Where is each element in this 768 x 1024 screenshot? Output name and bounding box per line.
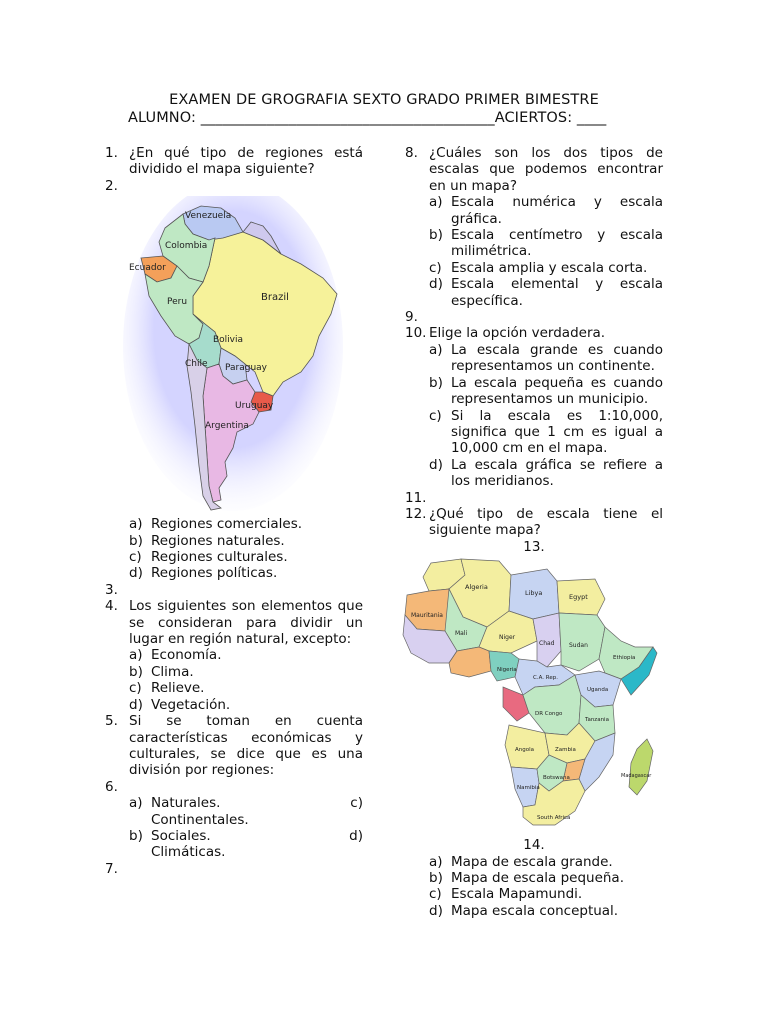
option-text: Clima. (151, 663, 194, 680)
map-label: Tanzania (585, 717, 609, 724)
map-label: South Africa (537, 815, 571, 822)
option-c (129, 549, 363, 565)
question-6 (105, 779, 363, 795)
option-a (129, 516, 363, 532)
question-number: 10. (405, 325, 427, 342)
question-text: Si se toman en cuenta características económicas y culturales, se dice que es una división por regiones: (129, 713, 363, 779)
option-text: La escala gráfica se refiere a los meridianos. (451, 456, 663, 490)
question-7 (105, 861, 363, 877)
question-13-number: 13. (523, 538, 545, 555)
option-text: Escala amplia y escala corta. (451, 259, 648, 276)
option-text: La escala pequeña es cuando representamos un municipio. (451, 374, 663, 408)
option-letter: b) (429, 869, 443, 886)
question-10 (405, 325, 663, 341)
option-text: Regiones comerciales. (151, 516, 303, 533)
map-label: Libya (525, 589, 543, 598)
option-letter: c) (129, 549, 142, 566)
option-c (429, 260, 663, 276)
question-number: 4. (105, 598, 118, 615)
question-text: Elige la opción verdadera. (429, 325, 606, 342)
south-america-map (123, 196, 353, 516)
option-text: Mapa de escala grande. (451, 853, 613, 870)
option-letter: c) (129, 680, 142, 697)
map-label: Chile (185, 359, 208, 370)
option-text: Regiones políticas. (151, 565, 278, 582)
africa-map (399, 555, 661, 837)
map-label: DR Congo (535, 711, 563, 718)
question-text: Los siguientes son elementos que se consideran para dividir un lugar en región natural, excepto: (129, 598, 363, 648)
option-letter: b) (129, 663, 143, 680)
option-text: Escala numérica y escala gráfica. (451, 194, 663, 227)
option-d (429, 457, 663, 490)
map-label: C.A. Rep. (533, 675, 558, 682)
question-12 (405, 506, 663, 539)
option-text: Regiones naturales. (151, 532, 285, 549)
question-number: 1. (105, 145, 118, 161)
option-a (429, 342, 663, 375)
option-text: Escala Mapamundi. (451, 886, 583, 903)
question-3 (105, 582, 363, 598)
map-label: Argentina (205, 421, 249, 432)
option-row-1 (129, 795, 363, 828)
option-letter: d) (429, 276, 443, 293)
option-text: Escala elemental y escala específica. (451, 276, 663, 309)
question-11 (405, 490, 663, 506)
option-text: Mapa escala conceptual. (451, 902, 619, 919)
option-letter: c) (429, 886, 442, 903)
option-c (429, 408, 663, 457)
question-number: 12. (405, 505, 427, 522)
question-number: 11. (405, 489, 427, 506)
option-text: Sociales. d) Climáticas. (151, 827, 363, 861)
option-b (429, 227, 663, 260)
option-letter: b) (129, 532, 143, 549)
option-a (429, 194, 663, 227)
option-c (129, 680, 363, 696)
option-d (429, 276, 663, 309)
map-label: Botswana (543, 775, 570, 782)
map-label: Uganda (587, 687, 609, 694)
question-8 (405, 145, 663, 194)
map-label: Venezuela (185, 211, 232, 222)
map-label: Niger (499, 634, 516, 642)
exam-title: EXAMEN DE GROGRAFIA SEXTO GRADO PRIMER BIMESTRE (169, 92, 599, 108)
option-letter: b) (429, 374, 443, 391)
option-a (429, 854, 663, 870)
option-letter: d) (129, 696, 143, 713)
left-column (105, 145, 363, 877)
option-letter: d) (429, 456, 443, 473)
question-number: 7. (105, 860, 118, 877)
question-1 (105, 145, 363, 178)
map-label: Egypt (569, 593, 588, 602)
option-text: Economía. (151, 647, 222, 664)
map-label: Angola (515, 747, 535, 754)
map-label: Uruguay (235, 401, 274, 412)
option-b (129, 664, 363, 680)
right-column (405, 145, 663, 919)
option-text: Escala centímetro y escala milimétrica. (451, 227, 663, 260)
map-label: Bolivia (213, 335, 244, 346)
map-label: Madagascar (621, 773, 652, 780)
map-label: Namibia (517, 785, 540, 792)
option-text: Regiones culturales. (151, 549, 288, 566)
question-number: 3. (105, 581, 118, 598)
map-label: Zambia (555, 747, 576, 754)
map-label: Peru (167, 297, 188, 308)
option-d (429, 903, 663, 919)
map-label: Chad (539, 640, 555, 648)
question-text: ¿Qué tipo de escala tiene el siguiente mapa? (429, 505, 663, 539)
option-b (129, 533, 363, 549)
option-letter: a) (429, 341, 443, 358)
option-text: Mapa de escala pequeña. (451, 869, 624, 886)
option-letter: c) (429, 407, 442, 424)
option-letter: a) (129, 647, 143, 664)
option-b (429, 870, 663, 886)
question-number: 5. (105, 713, 118, 730)
option-text: Naturales. c) Continentales. (151, 795, 363, 828)
option-letter: d) (429, 902, 443, 919)
option-letter: a) (429, 853, 443, 870)
option-letter: c) (429, 259, 442, 276)
option-b (429, 375, 663, 408)
map-label: Mali (455, 630, 468, 638)
option-d (129, 565, 363, 581)
map-label: Colombia (165, 241, 208, 252)
option-row-2 (129, 828, 363, 861)
map-label: Algeria (465, 583, 488, 592)
question-14-number: 14. (523, 837, 545, 854)
question-number: 6. (105, 778, 118, 795)
option-a (129, 647, 363, 663)
map-label: Nigeria (497, 667, 517, 674)
option-d (129, 697, 363, 713)
map-label: Ecuador (129, 263, 166, 274)
option-text: Relieve. (151, 680, 205, 697)
option-letter: a) (129, 795, 143, 812)
question-9 (405, 309, 663, 325)
option-letter: d) (129, 565, 143, 582)
option-text: Vegetación. (151, 696, 231, 713)
question-5 (105, 713, 363, 779)
option-c (429, 886, 663, 902)
question-number: 9. (405, 309, 418, 326)
option-letter: b) (429, 227, 443, 244)
option-letter: a) (129, 516, 143, 533)
option-text: Si la escala es 1:10,000, significa que 1 cm es igual a 10,000 cm en el mapa. (451, 407, 663, 457)
map-label: Mauritania (411, 612, 443, 620)
map-label: Brazil (261, 292, 289, 304)
map-label: Sudan (569, 642, 588, 650)
question-2 (105, 178, 363, 194)
student-line: ALUMNO: ________________________________________ACIERTOS: ____ (128, 110, 607, 126)
question-number: 2. (105, 177, 118, 194)
question-4 (105, 598, 363, 647)
question-text: ¿Cuáles son los dos tipos de escalas que podemos encontrar en un mapa? (429, 145, 663, 194)
question-number: 8. (405, 145, 418, 161)
option-letter: b) (129, 827, 143, 844)
map-label: Ethiopia (613, 655, 636, 662)
question-text: ¿En qué tipo de regiones está dividido el mapa siguiente? (129, 145, 363, 178)
option-text: La escala grande es cuando representamos un continente. (451, 341, 663, 375)
map-label: Paraguay (225, 363, 268, 374)
option-letter: a) (429, 194, 443, 211)
